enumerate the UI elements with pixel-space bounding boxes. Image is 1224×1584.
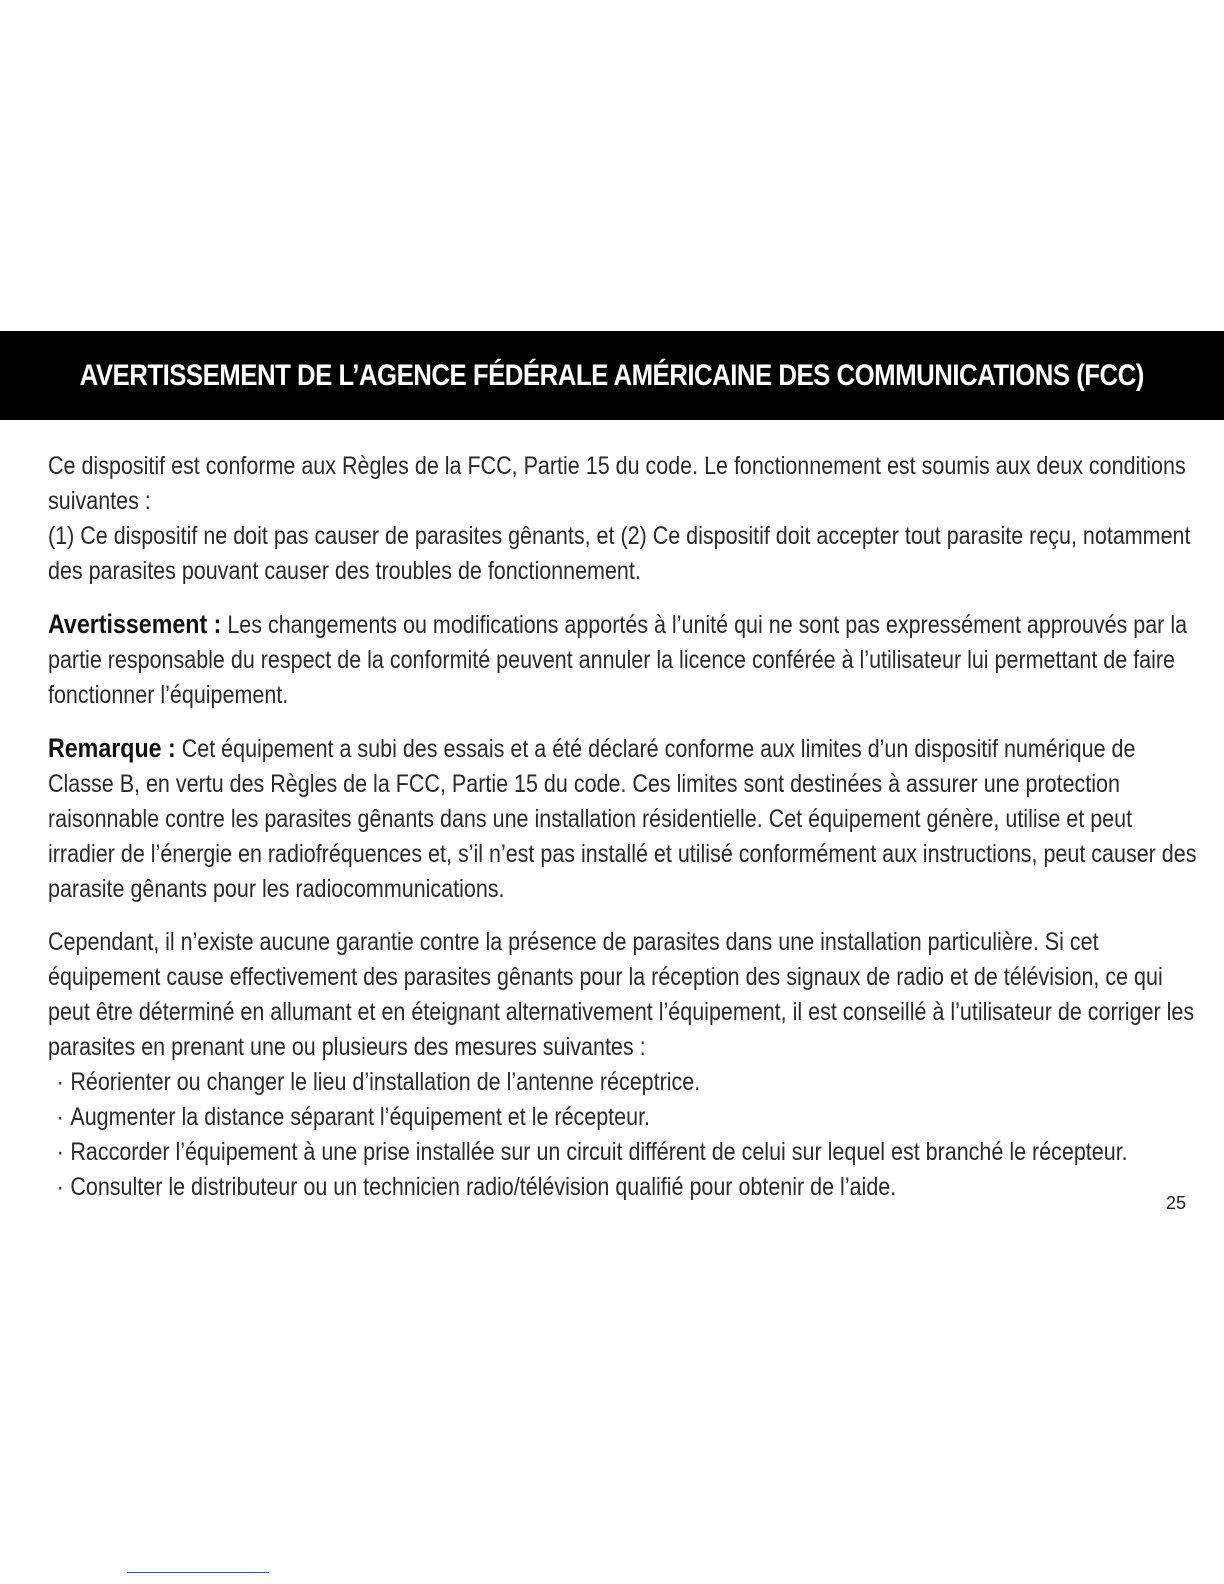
measures-list [48,1065,1200,1205]
however-paragraph [48,925,1200,1205]
page-number: 25 [1166,1193,1187,1213]
remark-text: Cet équipement a subi des essais et a été déclaré conforme aux limites d’un dispositif numérique de Classe B, en vertu des Règles de la FCC, Partie 15 du code. Ces limites sont destinées à assurer une protection raisonnable contre les parasites gênants dans une installation résidentielle. Cet équipement génère, utilise et peut irradier de l’énergie en radiofréquences et, s’il n’est pas installé et utilisé conformément aux instructions, peut causer des parasite gênants pour les radiocommunications. [48,735,1197,903]
intro-paragraph [48,449,1200,589]
list-item [57,1065,1201,1100]
warning-text: Les changements ou modifications apportés à l’unité qui ne sont pas expressément approuvés par la partie responsable du respect de la conformité peuvent annuler la licence conférée à l’utilisateur lui permettant de faire fonctionner l’équipement. [48,611,1188,709]
footer-divider [127,1572,269,1573]
page-title: AVERTISSEMENT DE L’AGENCE FÉDÉRALE AMÉRICAINE DES COMMUNICATIONS (FCC) [79,358,1145,392]
bullet-dot-icon: · [56,1068,64,1096]
warning-paragraph [48,607,1200,713]
list-item-text: Augmenter la distance séparant l’équipement et le récepteur. [70,1103,651,1131]
bullet-dot-icon: · [56,1103,64,1131]
list-item [57,1100,1201,1135]
list-item-text: Raccorder l’équipement à une prise installée sur un circuit différent de celui sur lequel est branché le récepteur. [70,1138,1128,1166]
header-bar [0,331,1224,420]
list-item [57,1135,1201,1170]
bullet-dot-icon: · [56,1173,64,1201]
remark-label: Remarque : [48,733,176,763]
list-item-text: Consulter le distributeur ou un technicien radio/télévision qualifié pour obtenir de l’aide. [70,1173,897,1201]
intro-conditions-detail: (1) Ce dispositif ne doit pas causer de parasites gênants, et (2) Ce dispositif doit accepter tout parasite reçu, notamment des parasites pouvant causer des troubles de fonctionnement. [48,522,1191,585]
list-item [57,1170,1201,1205]
bullet-dot-icon: · [56,1138,64,1166]
intro-conditions-line: Ce dispositif est conforme aux Règles de la FCC, Partie 15 du code. Le fonctionnement est soumis aux deux conditions suivantes : [48,452,1186,515]
document-body [48,449,1208,1223]
remark-paragraph [48,731,1200,907]
list-item-text: Réorienter ou changer le lieu d’installation de l’antenne réceptrice. [70,1068,701,1096]
warning-label: Avertissement : [48,609,222,639]
however-text: Cependant, il n’existe aucune garantie contre la présence de parasites dans une installation particulière. Si cet équipement cause effectivement des parasites gênants pour la réception des signaux de radio et de télévision, ce qui peut être déterminé en allumant et en éteignant alternativement l’équipement, il est conseillé à l’utilisateur de corriger les parasites en prenant une ou plusieurs des mesures suivantes : [48,928,1195,1061]
